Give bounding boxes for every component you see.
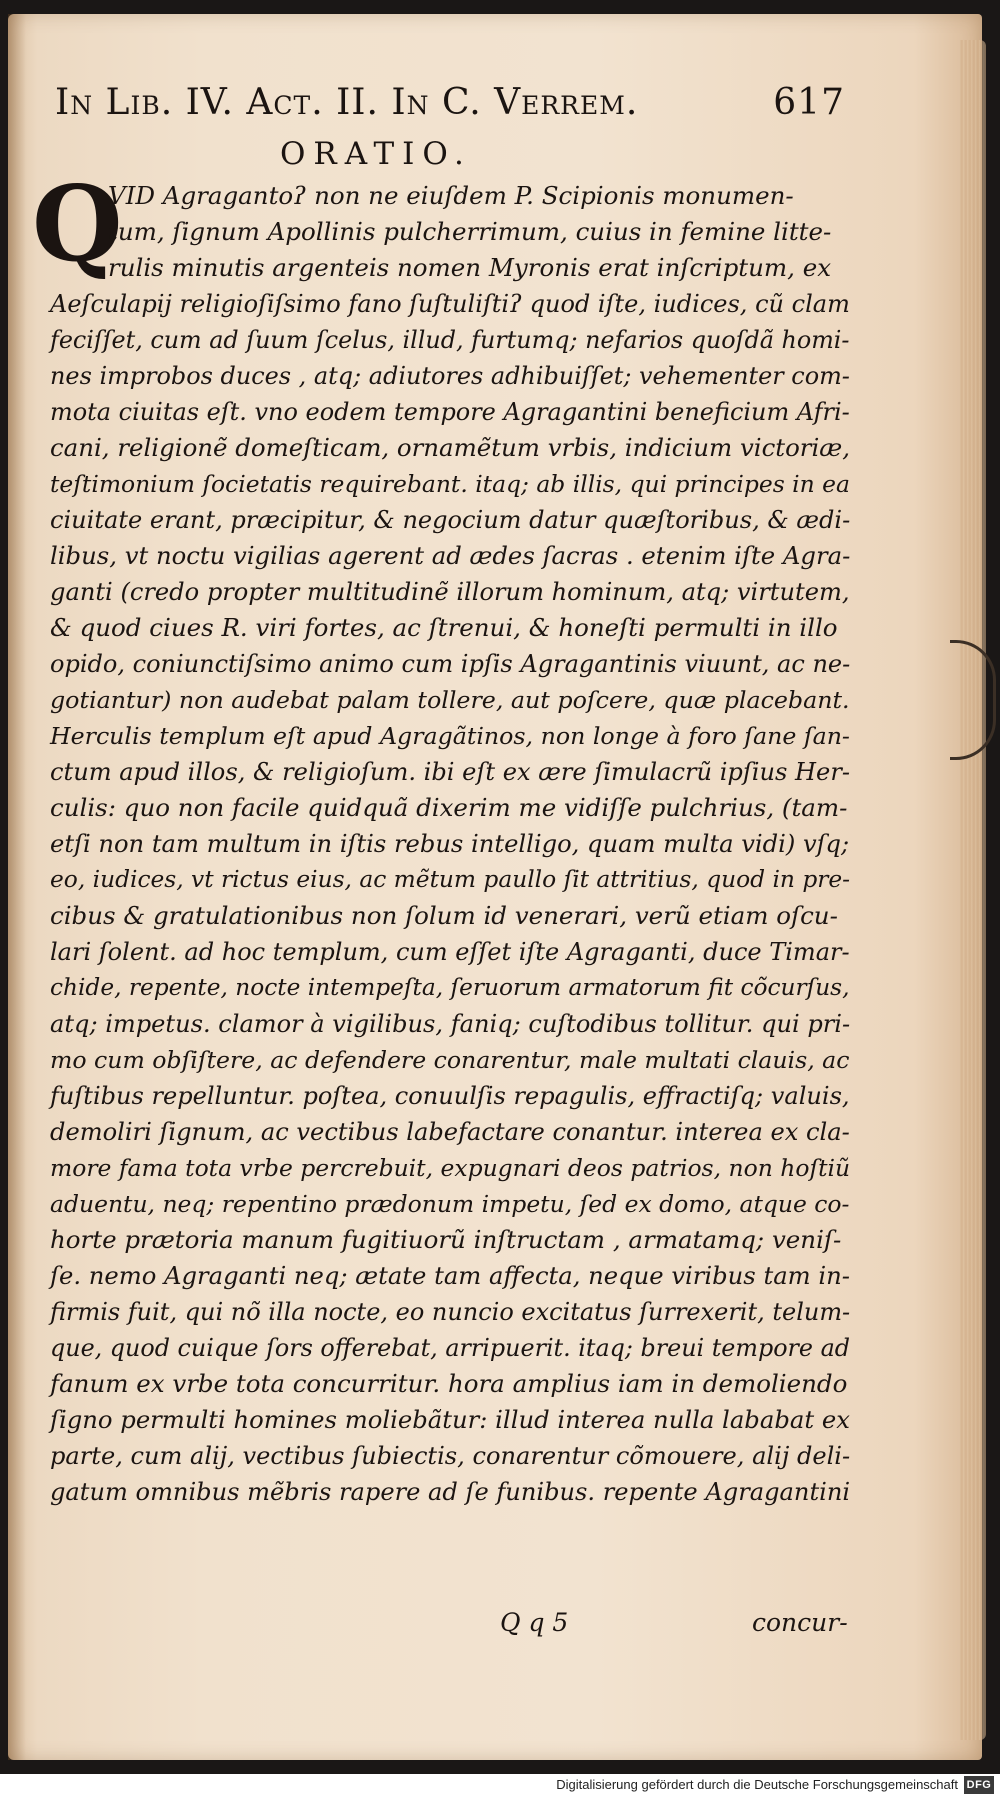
text-line: Herculis templum eſt apud Agragãtinos, non longe à foro ſane ſan- (50, 722, 850, 750)
catchword: concur- (752, 1608, 848, 1637)
text-line: aduentu, neq; repentino prædonum impetu, ſed ex domo, atque co- (50, 1190, 850, 1218)
running-head (55, 82, 845, 134)
text-line: horte prætoria manum fugitiuorũ inſtructam , armatamq; veniſ- (50, 1225, 842, 1254)
text-line: fanum ex vrbe tota concurritur. hora amplius iam in demoliendo (50, 1369, 848, 1398)
text-line: fuſtibus repelluntur. poſtea, conuulſis repagulis, effractiſq; valuis, (50, 1082, 850, 1110)
binding-gutter (8, 14, 26, 1760)
text-line: atq; impetus. clamor à vigilibus, faniq; cuſtodibus tollitur. qui pri- (50, 1010, 851, 1038)
digitization-footer (0, 1774, 1000, 1798)
section-title: ORATIO. (280, 136, 472, 172)
text-line: VID Agragantoʔ non ne eiuſdem P. Scipionis monumen- (108, 181, 794, 210)
text-line: lari ſolent. ad hoc templum, cum eſſet iſte Agraganti, duce Timar- (50, 938, 850, 966)
text-line: culis: quo non facile quidquã dixerim me vidiſſe pulchrius, (tam- (50, 793, 848, 822)
running-head-title: In Lib. IV. Act. II. In C. Verrem. (55, 82, 639, 123)
text-line: firmis fuit, qui nõ illa nocte, eo nuncio excitatus ſurrexerit, telum- (50, 1298, 851, 1326)
text-line: Aeſculapij religioſiſsimo fano ſuſtuliſtiʔ quod iſte, iudices, cũ clam (50, 290, 850, 318)
text-line: ctum apud illos, & religioſum. ibi eſt ex ære ſimulacrũ ipſius Her- (50, 758, 851, 786)
text-line: gatum omnibus mẽbris rapere ad ſe funibus. repente Agragantini (50, 1478, 851, 1506)
page-edge (960, 40, 986, 1740)
page-number: 617 (773, 82, 845, 123)
text-line: tum, ſignum Apollinis pulcherrimum, cuius in femine litte- (108, 217, 832, 246)
text-line: cani, religionẽ domeſticam, ornamẽtum vrbis, indicium victoriæ, (50, 433, 851, 462)
text-line: chide, repente, nocte intempeſta, ſeruorum armatorum fit cõcurſus, (50, 974, 850, 1001)
text-line: eo, iudices, vt rictus eius, ac mẽtum paullo ſit attritius, quod in pre- (50, 866, 851, 893)
text-line: cibus & gratulationibus non ſolum id venerari, verũ etiam oſcu- (50, 901, 838, 930)
text-line: mota ciuitas eſt. vno eodem tempore Agragantini beneficium Afri- (50, 398, 850, 426)
book-clasp (950, 640, 996, 760)
text-line: ſigno permulti homines moliebãtur: illud interea nulla lababat ex (50, 1405, 850, 1434)
text-line: mo cum obſiſtere, ac defendere conarentur, male multati clauis, ac (50, 1046, 850, 1074)
text-line: ganti (credo propter multitudinẽ illorum hominum, atq; virtutem, (50, 578, 850, 606)
page-foot (490, 1608, 850, 1648)
text-line: feciſſet, cum ad ſuum ſcelus, illud, furtumq; nefarios quoſdã homi- (50, 326, 850, 354)
text-line: que, quod cuique ſors offerebat, arripuerit. itaq; breui tempore ad (50, 1334, 851, 1362)
text-line: parte, cum alij, vectibus ſubiectis, conarentur cõmouere, alij deli- (50, 1442, 851, 1470)
text-line: more fama tota vrbe percrebuit, expugnari deos patrios, non hoſtiũ (50, 1154, 851, 1182)
text-line: ſe. nemo Agraganti neq; ætate tam affecta, neque viribus tam in- (50, 1261, 850, 1290)
signature-mark: Q q 5 (500, 1608, 569, 1637)
text-line: rulis minutis argenteis nomen Myronis erat inſcriptum, ex (108, 253, 832, 282)
drop-cap: Q (32, 162, 123, 285)
body-text (50, 178, 850, 1578)
text-line: libus, vt noctu vigilias agerent ad ædes ſacras . etenim iſte Agra- (50, 541, 851, 570)
text-line: & quod ciues R. viri fortes, ac ſtrenui, & honeſti permulti in illo (50, 613, 838, 642)
text-line: ciuitate erant, præcipitur, & negocium datur quæſtoribus, & ædi- (50, 506, 851, 534)
text-line: etſi non tam multum in iſtis rebus intelligo, quam multa vidi) vſq; (50, 830, 850, 858)
dfg-logo-icon: DFG (964, 1776, 994, 1794)
text-line: nes improbos duces , atq; adiutores adhibuiſſet; vehementer com- (50, 362, 850, 390)
text-line: teſtimonium ſocietatis requirebant. itaq; ab illis, qui principes in ea (50, 470, 850, 498)
text-line: demoliri ſignum, ac vectibus labefactare conantur. interea ex cla- (50, 1118, 850, 1146)
text-line: gotiantur) non audebat palam tollere, aut poſcere, quæ placebant. (50, 686, 850, 714)
text-line: opido, coniunctiſsimo animo cum ipſis Agragantinis viuunt, ac ne- (50, 650, 851, 678)
funding-credit: Digitalisierung gefördert durch die Deutsche Forschungsgemeinschaft (556, 1777, 958, 1792)
